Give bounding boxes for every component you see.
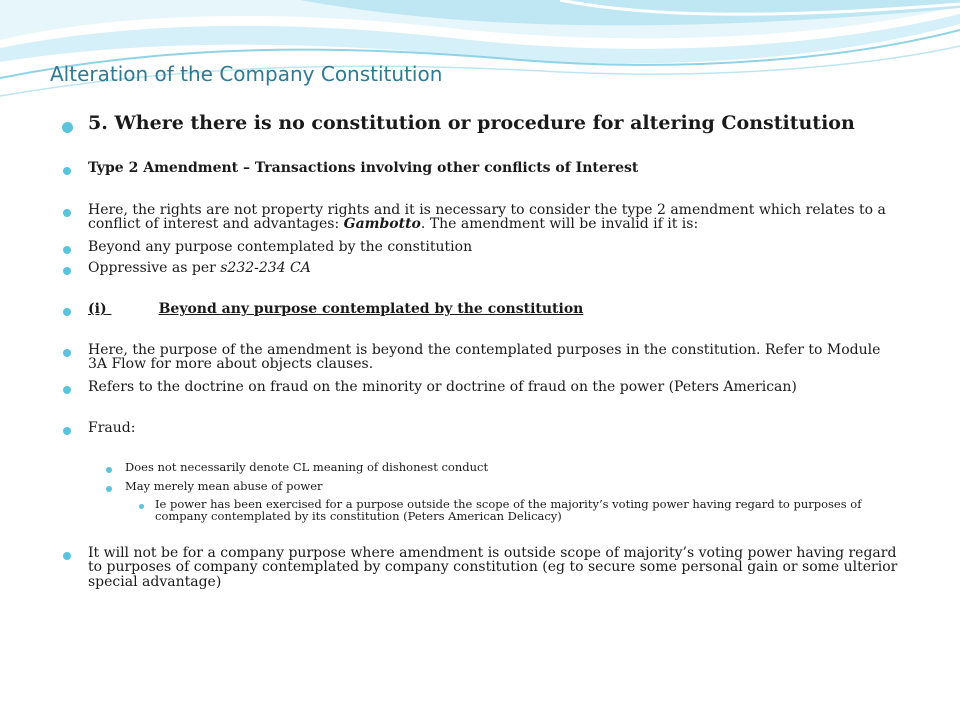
rights-text-end: . The amendment will be invalid if it is: bbox=[420, 216, 699, 233]
conclusion-point: It will not be for a company purpose where amendment is outside scope of majority’s voting power having regard to purposes of company contemplated by company constitution (eg to secure some personal gain or some ulterior special advantage) bbox=[88, 546, 903, 589]
rights-text: Here, the rights are not property rights and it is necessary to consider the type 2 amendment which relates to a conflict of interest and advantages: bbox=[88, 202, 886, 233]
section-i-title: Beyond any purpose contemplated by the constitution bbox=[158, 301, 584, 317]
purpose-point: Here, the purpose of the amendment is beyond the contemplated purposes in the constitution. Refer to Module 3A Flow for more about objects clauses. bbox=[88, 343, 903, 372]
section-heading: 5. Where there is no constitution or procedure for altering Constitution bbox=[88, 114, 903, 133]
fraud-sub-subpoint: Ie power has been exercised for a purpose outside the scope of the majority’s voting power having regard to purposes of company contemplated by its constitution (Peters American Delicacy) bbox=[155, 499, 900, 522]
oppressive-text: Oppressive as per bbox=[88, 260, 221, 276]
fraud-subpoint: May merely mean abuse of power bbox=[125, 481, 900, 493]
slide-title: Alteration of the Company Constitution bbox=[50, 62, 443, 86]
beyond-purpose-point: Beyond any purpose contemplated by the constitution bbox=[88, 240, 903, 254]
section-i-number: (i) bbox=[88, 301, 107, 317]
type2-amendment-point: Type 2 Amendment – Transactions involving other conflicts of Interest bbox=[88, 161, 903, 175]
case-name: Gambotto bbox=[343, 216, 421, 233]
section-i-gap bbox=[107, 302, 159, 316]
statute-reference: s232-234 CA bbox=[220, 260, 311, 276]
decorative-header-waves bbox=[0, 0, 960, 120]
fraud-subpoint: Does not necessarily denote CL meaning of dishonest conduct bbox=[125, 462, 900, 474]
section-i-heading bbox=[88, 302, 903, 316]
fraud-point: Fraud: bbox=[88, 421, 903, 435]
oppressive-point bbox=[88, 261, 903, 275]
doctrine-point: Refers to the doctrine on fraud on the minority or doctrine of fraud on the power (Peters American) bbox=[88, 380, 903, 394]
rights-point bbox=[88, 203, 903, 232]
